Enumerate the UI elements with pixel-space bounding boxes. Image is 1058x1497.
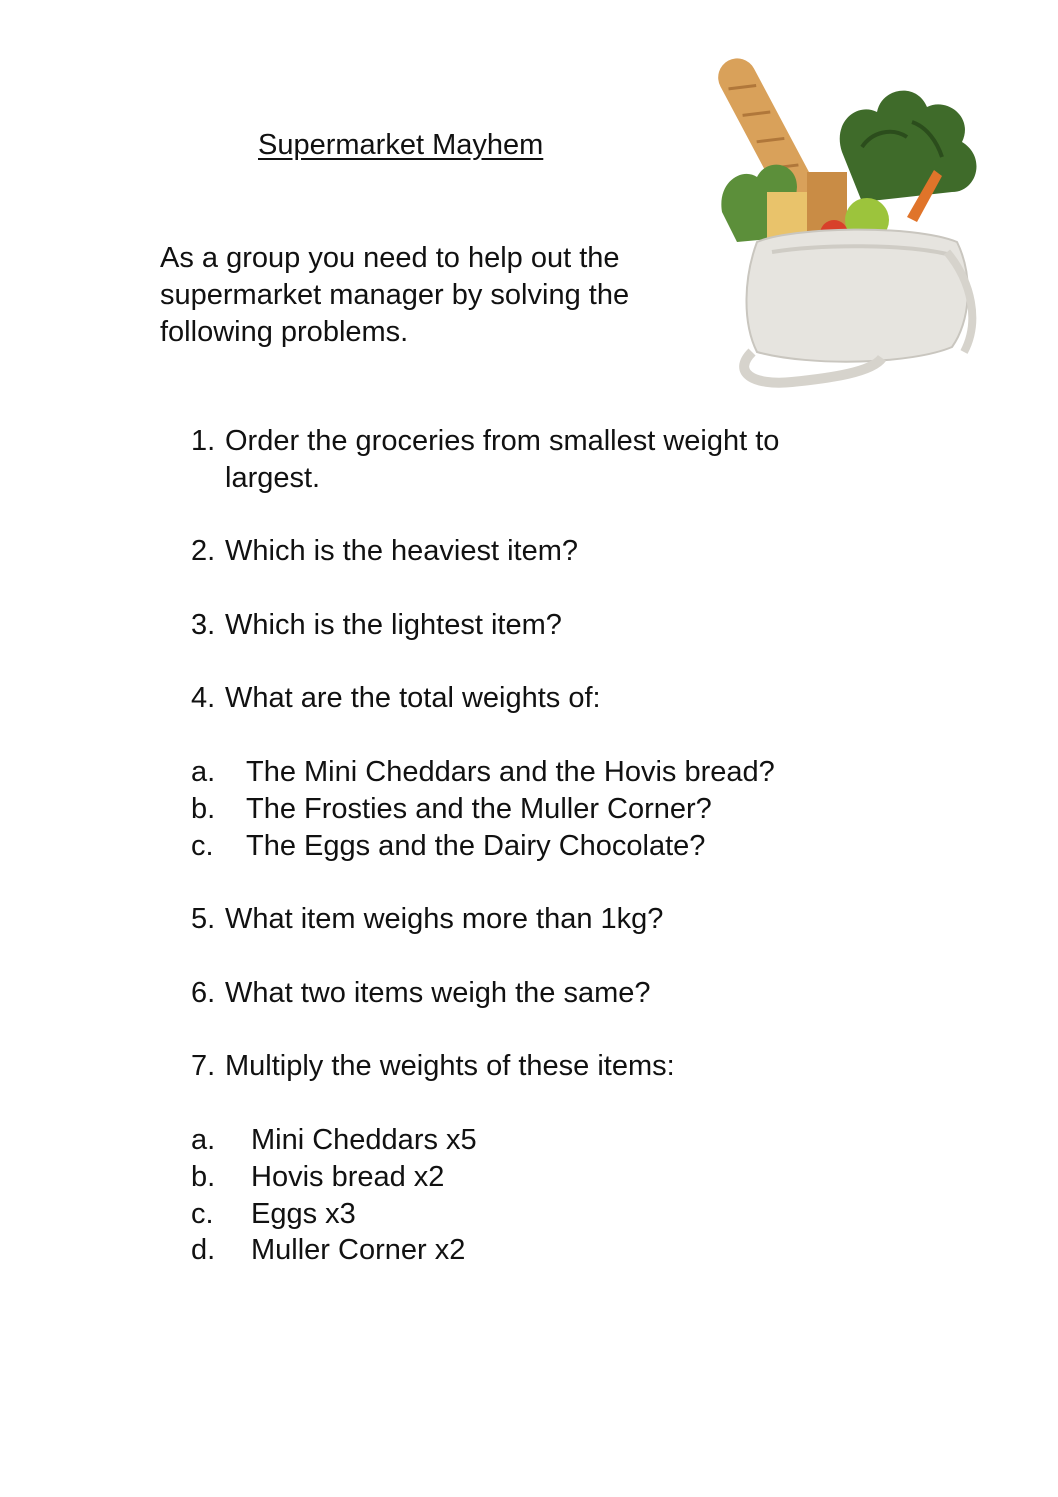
question-4 xyxy=(191,680,871,717)
question-number: 7. xyxy=(191,1050,216,1082)
multiply-item-c xyxy=(191,1196,356,1233)
totals-item-c xyxy=(191,828,705,865)
question-number: 3. xyxy=(191,609,216,641)
question-6 xyxy=(191,975,871,1012)
item-letter: a. xyxy=(191,756,216,788)
item-letter: b. xyxy=(191,793,216,825)
question-text: What are the total weights of: xyxy=(225,682,601,714)
item-text: Eggs x3 xyxy=(251,1198,356,1230)
item-letter: d. xyxy=(191,1234,216,1266)
question-3 xyxy=(191,607,871,644)
totals-item-a xyxy=(191,754,775,791)
item-text: Mini Cheddars x5 xyxy=(251,1124,477,1156)
item-letter: c. xyxy=(191,830,214,862)
question-text: Which is the heaviest item? xyxy=(225,535,578,567)
item-letter: c. xyxy=(191,1198,214,1230)
page-title: Supermarket Mayhem xyxy=(258,129,544,161)
question-text: Order the groceries from smallest weight to largest. xyxy=(225,425,780,494)
item-text: The Frosties and the Muller Corner? xyxy=(246,793,712,825)
item-letter: b. xyxy=(191,1161,216,1193)
question-text: What two items weigh the same? xyxy=(225,977,651,1009)
question-number: 6. xyxy=(191,977,216,1009)
question-number: 4. xyxy=(191,682,216,714)
question-text: What item weighs more than 1kg? xyxy=(225,903,664,935)
question-text: Which is the lightest item? xyxy=(225,609,562,641)
question-number: 1. xyxy=(191,425,216,457)
item-text: Muller Corner x2 xyxy=(251,1234,466,1266)
question-number: 5. xyxy=(191,903,216,935)
item-text: Hovis bread x2 xyxy=(251,1161,445,1193)
question-2 xyxy=(191,533,871,570)
question-5 xyxy=(191,901,871,938)
question-7 xyxy=(191,1048,871,1085)
question-1 xyxy=(191,423,871,497)
intro-paragraph: As a group you need to help out the supermarket manager by solving the following problems. xyxy=(160,242,630,348)
item-letter: a. xyxy=(191,1124,216,1156)
item-text: The Eggs and the Dairy Chocolate? xyxy=(246,830,706,862)
question-text: Multiply the weights of these items: xyxy=(225,1050,675,1082)
grocery-bag-icon xyxy=(712,52,994,388)
question-number: 2. xyxy=(191,535,216,567)
totals-item-b xyxy=(191,791,712,828)
multiply-item-a xyxy=(191,1122,477,1159)
multiply-item-b xyxy=(191,1159,444,1196)
multiply-item-d xyxy=(191,1232,465,1269)
item-text: The Mini Cheddars and the Hovis bread? xyxy=(246,756,775,788)
